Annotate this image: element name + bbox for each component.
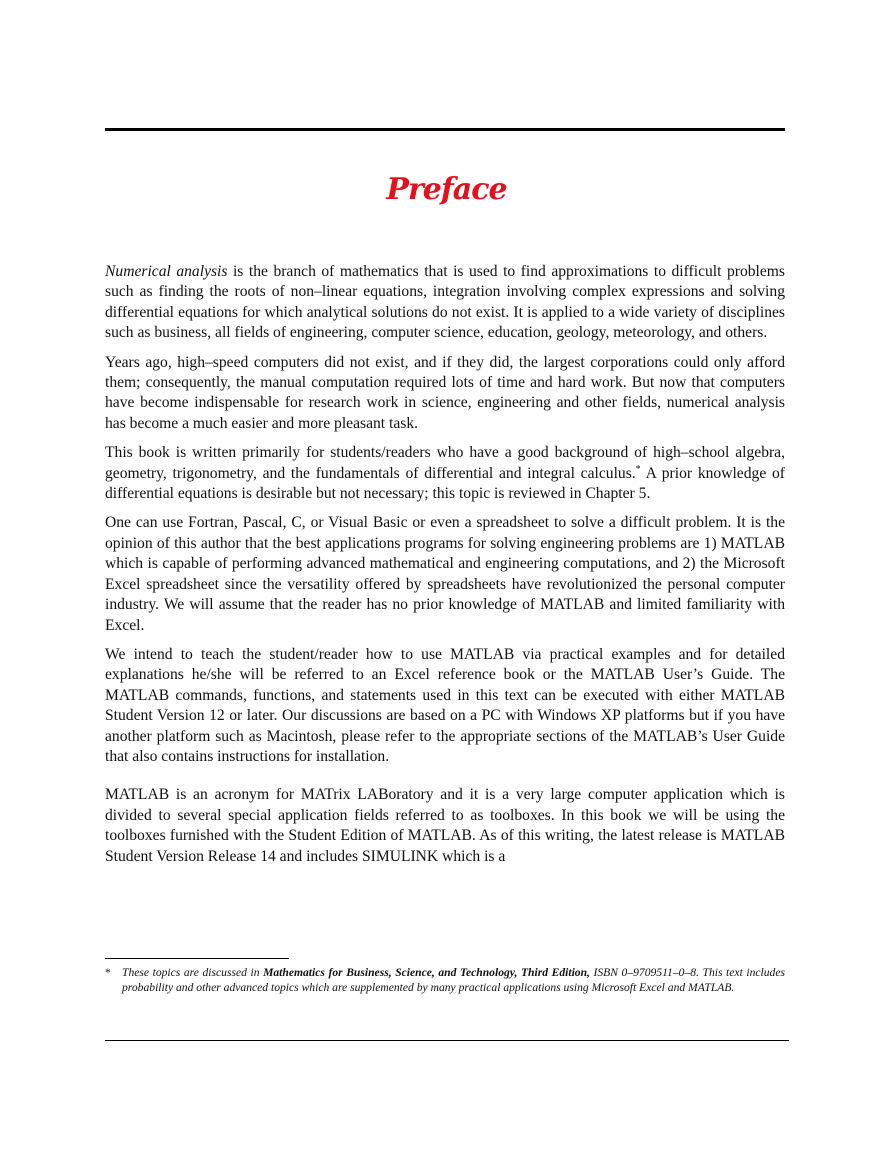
- paragraph-3-text-a: This book is written primarily for students/readers who have a good background of high–school algebra, geometry, trigonometry, and the fundamentals of differential and integral calculus.: [105, 444, 785, 482]
- term-numerical-analysis: Numerical analysis: [105, 263, 228, 280]
- body-text: [105, 262, 785, 876]
- footnote-text: [122, 965, 785, 995]
- footnote-rule: [105, 958, 289, 959]
- paragraph-teaching: We intend to teach the student/reader how to use MATLAB via practical examples and for detailed explanations he/she will be referred to an Excel reference book or the MATLAB User’s Guide. The MATLAB commands, functions, and statements used in this text can be executed with either MATLAB Student Version 12 or later. Our discussions are based on a PC with Windows XP platforms but if you have another platform such as Macintosh, please refer to the appropriate sections of the MATLAB’s User Guide that also contains instructions for installation.: [105, 645, 785, 765]
- paragraph-numerical-analysis: [105, 262, 785, 344]
- footnote-rest: ISBN 0–9709511–0–8. This text includes probability and other advanced topics which are supplemented by many practical applications using Microsoft Excel and MATLAB.: [122, 966, 785, 994]
- footnote-mark: *: [105, 966, 111, 979]
- footnote-reference[interactable]: *: [635, 463, 641, 475]
- paragraph-1-text: is the branch of mathematics that is used to find approximations to difficult problems such as finding the roots of non–linear equations, integration involving complex expressions and solving differential equations for which analytical solutions do not exist. It is applied to a wide variety of disciplines such as business, all fields of engineering, computer science, education, geology, meteorology, and others.: [105, 263, 785, 342]
- paragraph-matlab: MATLAB is an acronym for MATrix LABoratory and it is a very large computer application which is divided to several special application fields referred to as toolboxes. In this book we will be using the toolboxes furnished with the Student Edition of MATLAB. As of this writing, the latest release is MATLAB Student Version Release 14 and includes SIMULINK which is a: [105, 786, 785, 865]
- bottom-rule: [105, 1040, 789, 1041]
- paragraph-3-text-b: A prior knowledge of differential equations is desirable but not necessary; this topic is reviewed in Chapter 5.: [105, 464, 786, 503]
- paragraph-audience: [105, 443, 785, 504]
- footnote-book-title: Mathematics for Business, Science, and Technology, Third Edition,: [263, 966, 590, 979]
- top-rule: [105, 128, 785, 131]
- footnote: [105, 965, 785, 995]
- page-title: Preface: [386, 172, 507, 207]
- paragraph-computers: Years ago, high–speed computers did not exist, and if they did, the largest corporations could only afford them; consequently, the manual computation required lots of time and hard work. But now that computers have become indispensable for research work in science, engineering and other fields, numerical analysis has become a much easier and more pleasant task.: [105, 353, 785, 432]
- footnote-lead: These topics are discussed in: [122, 966, 264, 979]
- paragraph-tools: One can use Fortran, Pascal, C, or Visual Basic or even a spreadsheet to solve a difficult problem. It is the opinion of this author that the best applications programs for solving engineering problems are 1) MATLAB which is capable of performing advanced mathematical and engineering computations, and 2) the Microsoft Excel spreadsheet since the versatility offered by spreadsheets have revolutionized the personal computer industry. We will assume that the reader has no prior knowledge of MATLAB and limited familiarity with Excel.: [105, 514, 785, 634]
